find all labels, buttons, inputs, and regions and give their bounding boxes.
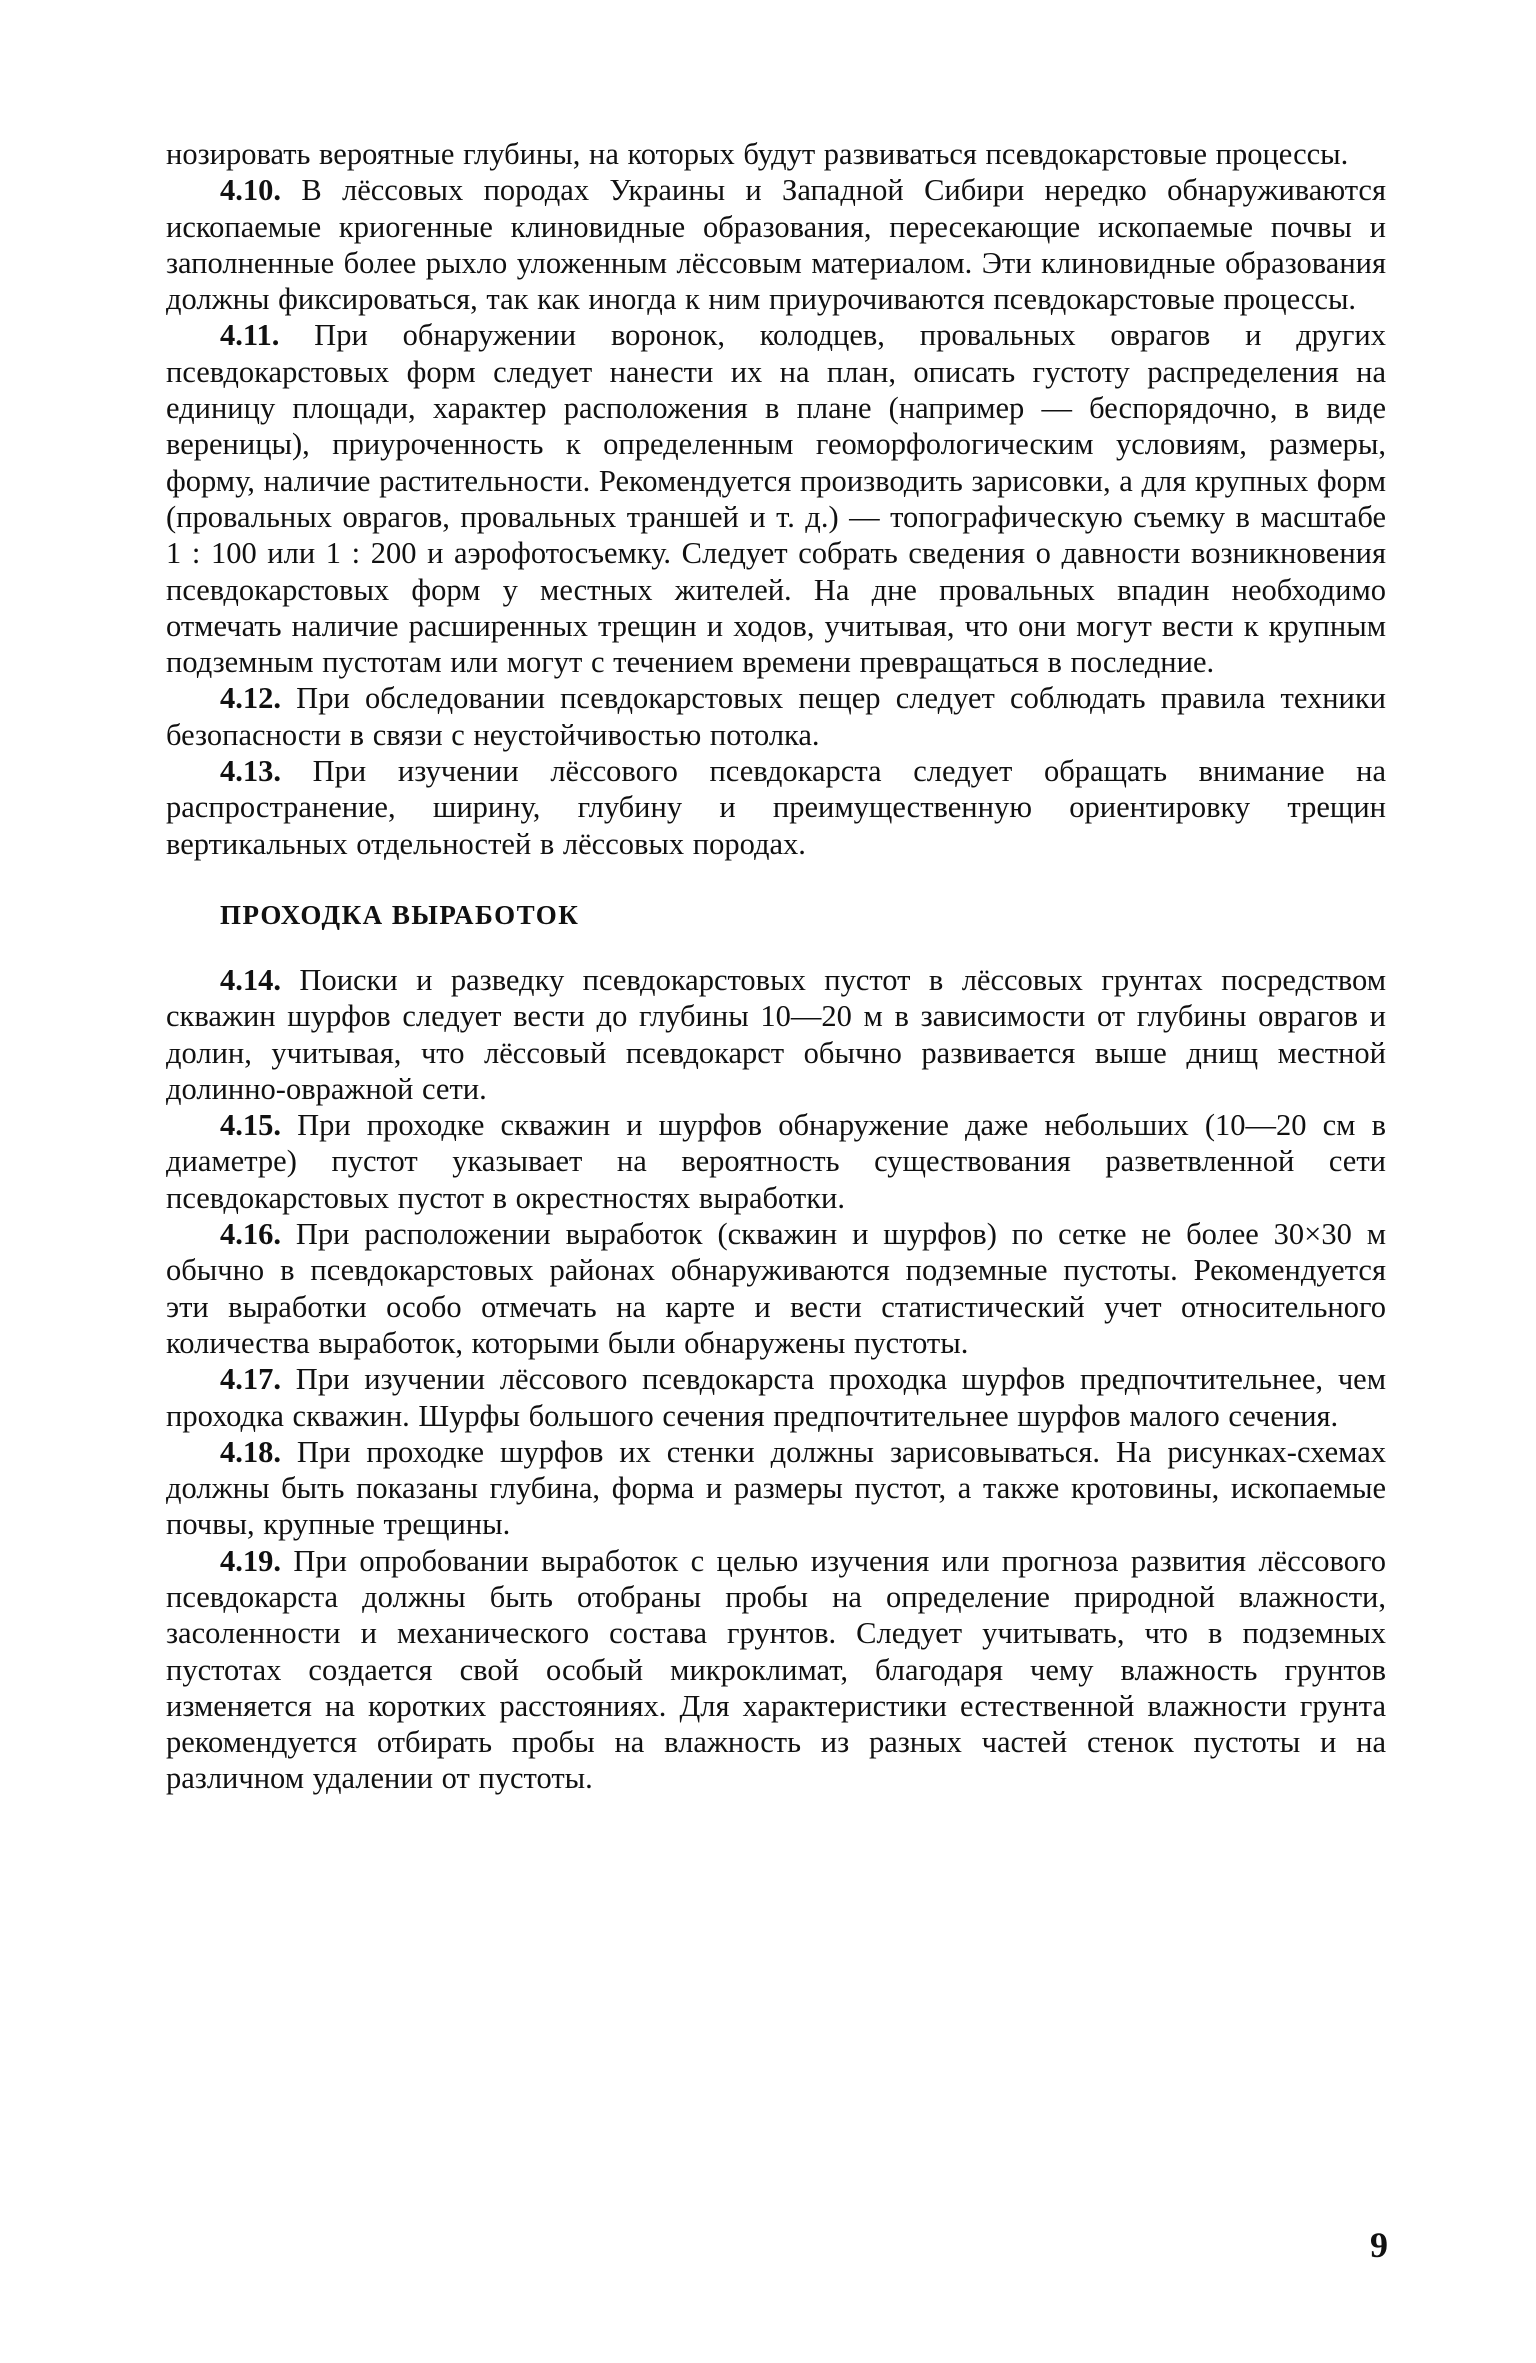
paragraph-text: При проходке скважин и шурфов обнаружение даже небольших (10—20 см в диаметре) пустот указывает на вероятность существования разветвленной сети псевдокарстовых пустот в окрестностях выработки. bbox=[166, 1108, 1386, 1215]
paragraph-4-11 bbox=[166, 317, 1386, 680]
paragraph-4-14 bbox=[166, 962, 1386, 1107]
paragraph-text: При изучении лёссового псевдокарста следует обращать внимание на распространение, ширину, глубину и преимущественную ориентировку трещин вертикальных отдельностей в лёссовых породах. bbox=[166, 754, 1386, 861]
clause-number: 4.10. bbox=[220, 173, 281, 208]
paragraph-4-10 bbox=[166, 172, 1386, 317]
paragraph-4-19 bbox=[166, 1543, 1386, 1797]
text-column bbox=[166, 136, 1386, 1797]
clause-number: 4.14. bbox=[220, 962, 281, 997]
paragraph-4-15 bbox=[166, 1107, 1386, 1216]
paragraph-text: При расположении выработок (скважин и шурфов) по сетке не более 30×30 м обычно в псевдокарстовых районах обнаруживаются подземные пустоты. Рекомендуется эти выработки особо отмечать на карте и вести статистический учет относительного количества выработок, которыми были обнаружены пустоты. bbox=[166, 1217, 1386, 1360]
section-heading: ПРОХОДКА ВЫРАБОТОК bbox=[220, 899, 580, 930]
paragraph-text: При изучении лёссового псевдокарста проходка шурфов предпочтительнее, чем проходка скважин. Шурфы большого сечения предпочтительнее шурфов малого сечения. bbox=[166, 1362, 1386, 1433]
paragraph-text: При опробовании выработок с целью изучения или прогноза развития лёссового псевдокарста должны быть отобраны пробы на определение природной влажности, засоленности и механического состава грунтов. Следует учитывать, что в подземных пустотах создается свой особый микроклимат, благодаря чему влажность грунтов изменяется на коротких расстояниях. Для характеристики естественной влажности грунта рекомендуется отбирать пробы на влажность из разных частей стенок пустоты и на различном удалении от пустоты. bbox=[166, 1543, 1386, 1796]
clause-number: 4.17. bbox=[220, 1362, 281, 1397]
paragraph-text: В лёссовых породах Украины и Западной Сибири нередко обнаруживаются ископаемые криогенные клиновидные образования, пересекающие ископаемые почвы и заполненные более рыхло уложенным лёссовым материалом. Эти клиновидные образования должны фиксироваться, так как иногда к ним приурочиваются псевдокарстовые процессы. bbox=[166, 173, 1386, 317]
paragraph-text: При обнаружении воронок, колодцев, провальных оврагов и других псевдокарстовых форм следует нанести их на план, описать густоту распределения на единицу площади, характер расположения в плане (например — беспорядочно, в виде вереницы), приуроченность к определенным геоморфологическим условиям, размеры, форму, наличие растительности. Рекомендуется производить зарисовки, а для крупных форм (провальных оврагов, провальных траншей и т. д.) — топографическую съемку в масштабе 1 : 100 или 1 : 200 и аэрофотосъемку. Следует собрать сведения о давности возникновения псевдокарстовых форм у местных жителей. На дне провальных впадин необходимо отмечать наличие расширенных трещин и ходов, учитывая, что они могут вести к крупным подземным пустотам или могут с течением времени превращаться в последние. bbox=[166, 318, 1386, 680]
clause-number: 4.16. bbox=[220, 1217, 281, 1252]
clause-number: 4.12. bbox=[220, 681, 281, 716]
continuation-paragraph: нозировать вероятные глубины, на которых будут развиваться псевдокарстовые процессы. bbox=[166, 137, 1349, 171]
paragraph-4-13 bbox=[166, 753, 1386, 862]
clause-number: 4.19. bbox=[220, 1543, 281, 1578]
paragraph-text: При обследовании псевдокарстовых пещер следует соблюдать правила техники безопасности в связи с неустойчивостью потолка. bbox=[166, 681, 1386, 752]
paragraph-4-17 bbox=[166, 1361, 1386, 1434]
paragraph-4-18 bbox=[166, 1434, 1386, 1543]
clause-number: 4.13. bbox=[220, 754, 281, 789]
paragraph-4-16 bbox=[166, 1216, 1386, 1361]
clause-number: 4.11. bbox=[220, 318, 280, 353]
page-number: 9 bbox=[1370, 2225, 1388, 2265]
clause-number: 4.18. bbox=[220, 1434, 281, 1469]
clause-number: 4.15. bbox=[220, 1108, 281, 1143]
paragraph-text: Поиски и разведку псевдокарстовых пустот в лёссовых грунтах посредством скважин шурфов следует вести до глубины 10—20 м в зависимости от глубины оврагов и долин, учитывая, что лёссовый псевдокарст обычно развивается выше днищ местной долинно-овражной сети. bbox=[166, 962, 1386, 1106]
paragraph-4-12 bbox=[166, 680, 1386, 753]
paragraph-text: При проходке шурфов их стенки должны зарисовываться. На рисунках-схемах должны быть показаны глубина, форма и размеры пустот, а также кротовины, ископаемые почвы, крупные трещины. bbox=[166, 1434, 1386, 1542]
